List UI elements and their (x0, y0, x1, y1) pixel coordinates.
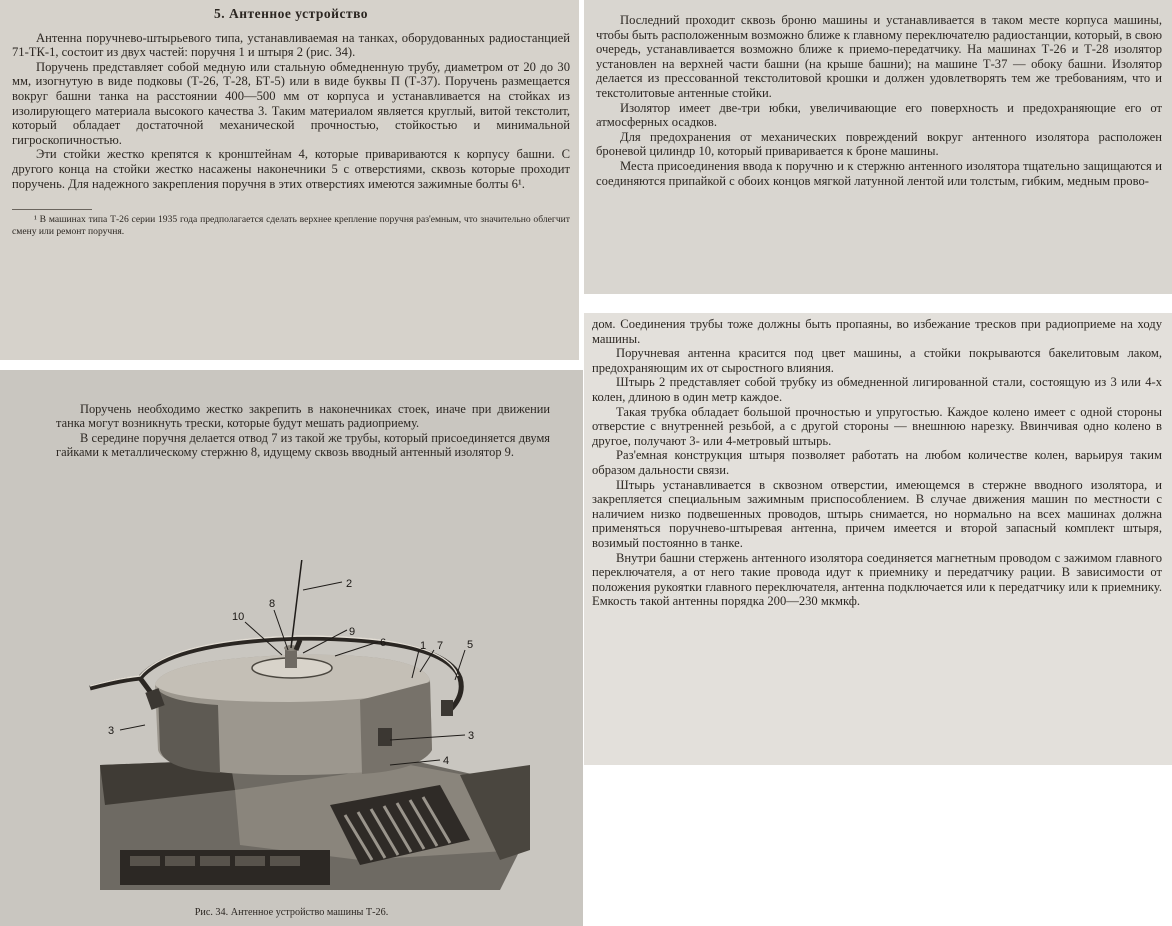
paragraph: Изолятор имеет две-три юбки, увеличивающие его поверхность и предохраняющие его от атмосферных осадков. (596, 100, 1162, 130)
tank-turret-antenna-figure (60, 560, 540, 900)
paragraph: Раз'емная конструкция штыря позволяет работать на любом количестве колен, варьируя таким образом дальности связи. (592, 448, 1162, 477)
bottom-right-page-fragment (584, 313, 1172, 765)
figure-label: 8 (269, 598, 276, 610)
figure-label: 10 (232, 611, 245, 623)
paragraph: Эти стойки жестко крепятся к кронштейнам 4, которые привариваются к корпусу башни. С другого конца на стойки жестко насажены наконечники 5 с отверстиями, сквозь которые проходит поручень. Для надежного закрепления поручня в этих отверстиях имеются зажимные болты 6¹. (12, 147, 570, 191)
figure-page-text (56, 402, 550, 460)
paragraph: Места присоединения ввода к поручню и к стержню антенного изолятора тщательно защищаются и соединяются припайкой с обоих концов мягкой латунной лентой или толстым, гибким, медным прово- (596, 158, 1162, 188)
figure-label: 7 (437, 640, 444, 652)
section-title: 5. Антенное устройство (213, 6, 369, 21)
paragraph: Для предохранения от механических повреждений вокруг антенного изолятора расположен броневой цилиндр 10, который приваривается к броне машины. (596, 129, 1162, 159)
paragraph: Такая трубка обладает большой прочностью и упругостью. Каждое колено имеет с одной стороны отверстие с внутренней резьбой, а с другой стороны — внешнюю нарезку. Ввинчивая одно колено в другое, получают 3- или 4-метровый штырь. (592, 404, 1162, 448)
whip-antenna-drawing (291, 560, 303, 648)
figure-label: 3 (108, 725, 115, 737)
top-right-page-fragment (584, 0, 1172, 294)
figure-label: 5 (467, 639, 474, 651)
figure-caption: Рис. 34. Антенное устройство машины Т-26. (194, 907, 389, 918)
footnote-divider (12, 209, 92, 210)
figure-label: 6 (380, 637, 387, 649)
figure-label: 4 (443, 755, 450, 767)
paragraph: Антенна поручнево-штырьевого типа, устанавливаемая на танках, оборудованных радиостанцией 71-ТК-1, состоит из двух частей: поручня 1 и штыря 2 (рис. 34). (12, 30, 570, 60)
tank-hull-drawing (100, 760, 530, 890)
paragraph: Поручневая антенна красится под цвет машины, а стойки покрываются бакелитовым лаком, предохраняющим их от сыростного влияния. (592, 346, 1162, 375)
paragraph: Штырь устанавливается в сквозном отверстии, имеющемся в стержне вводного изолятора, и закрепляется специальным зажимным приспособлением. В случае движения машин по местности с наличием низко подвешенных проводов, штырь снимается, но нормально на всех машинах должна применяться поручнево-штыревая антенна, причем имеется и второй запасный комплект штыря, возимый постоянно в танке. (592, 477, 1162, 550)
paragraph: Поручень представляет собой медную или стальную обмедненную трубу, диаметром от 20 до 30 мм, изогнутую в виде подковы (Т-26, Т-28, БТ-5) или в виде буквы П (Т-37). Поручень размещается вокруг башни танка на расстоянии 400—500 мм от корпуса и устанавливается на стойках из изолирующего материала высокого качества 3. Таким материалом является круглый, витой текстолит, который обладает достаточной механической прочностью, стойкостью и минимальной гигроскопичностью. (12, 59, 570, 147)
figure-label: 9 (349, 626, 356, 638)
figure-label: 1 (420, 640, 427, 652)
figure-label: 2 (346, 578, 353, 590)
footnote: ¹ В машинах типа Т-26 серии 1935 года предполагается сделать верхнее крепление поручня раз'емным, что значительно облегчит смену или ремонт поручня. (12, 214, 570, 238)
figure-label: 3 (468, 730, 475, 742)
bottom-left-page-fragment (0, 370, 583, 926)
paragraph: Последний проходит сквозь броню машины и устанавливается в таком месте корпуса машины, чтобы быть расположенным возможно ближе к главному переключателю радиостанции, который, в свою очередь, устанавливается возможно ближе к приемо-передатчику. На машинах Т-26 и Т-28 изолятор установлен на верхней части башни (на крыше башни); на машине Т-37 — обоку башни. Изолятор делается из прессованной текстолитовой крошки и должен удовлетворять тем же требованиям, что и текстолитовые антенные стойки. (596, 13, 1162, 100)
paragraph: дом. Соединения трубы тоже должны быть пропаяны, во избежание тресков при радиоприеме на ходу машины. (592, 317, 1162, 346)
turret-drawing (155, 645, 432, 775)
paragraph: Поручень необходимо жестко закрепить в наконечниках стоек, иначе при движении танка могут возникнуть трески, которые будут мешать радиоприему. (56, 402, 550, 431)
paragraph: Штырь 2 представляет собой трубку из обмедненной лигированной стали, состоящую из 3 или 4-х колен, длиною в один метр каждое. (592, 375, 1162, 404)
paragraph: Внутри башни стержень антенного изолятора соединяется магнетным проводом с зажимом главного переключателя, а от него такие провода идут к приемнику и передатчику рации. В зависимости от положения рукоятки главного переключателя, антенна подключается или к передатчику или к приемнику. Емкость такой антенны порядка 200—230 мкмкф. (592, 550, 1162, 609)
top-left-page-fragment (0, 0, 579, 360)
paragraph: В середине поручня делается отвод 7 из такой же трубы, который присоединяется двумя гайками к металлическому стержню 8, идущему сквозь вводный антенный изолятор 9. (56, 430, 550, 460)
